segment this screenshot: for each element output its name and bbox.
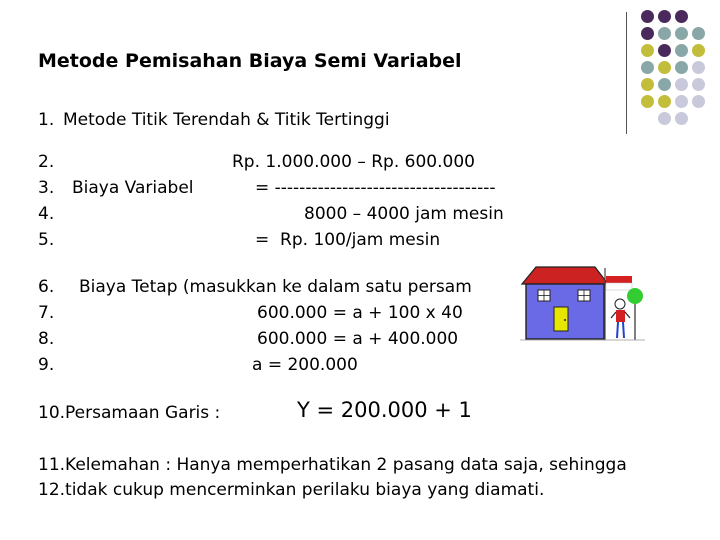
dot [692,78,705,91]
dot [641,44,654,57]
line-9-number: 9. [38,355,55,375]
line-7-number: 7. [38,303,55,323]
dot [692,95,705,108]
dot [675,78,688,91]
dot [658,27,671,40]
dot [658,95,671,108]
dot [692,27,705,40]
dot [641,10,654,23]
line-5-text: = Rp. 100/jam mesin [255,230,441,250]
dot [692,61,705,74]
dot [675,61,688,74]
line-10-label: 10.Persamaan Garis : [38,403,221,423]
line-9-text: a = 200.000 [252,355,358,375]
line-6-number: 6. [38,277,55,297]
line-1-number: 1. [38,110,55,130]
line-3-text: = ------------------------------------ [255,178,496,198]
line-4-number: 4. [38,204,55,224]
slide-title: Metode Pemisahan Biaya Semi Variabel [38,50,462,72]
dot [675,95,688,108]
line-1-text: Metode Titik Terendah & Titik Tertinggi [63,110,390,130]
line-11-text: 11.Kelemahan : Hanya memperhatikan 2 pasang data saja, sehingga [38,455,627,475]
dot [658,78,671,91]
line-4-text: 8000 – 4000 jam mesin [304,204,504,224]
dot [675,27,688,40]
dot [658,112,671,125]
dot [675,10,688,23]
dot [641,78,654,91]
dot [641,27,654,40]
line-6-text: Biaya Tetap (masukkan ke dalam satu persam [79,277,472,297]
line-3-number: 3. [38,178,55,198]
line-2-text: Rp. 1.000.000 – Rp. 600.000 [232,152,475,172]
line-8-text: 600.000 = a + 400.000 [257,329,459,349]
dot [692,44,705,57]
dot [641,95,654,108]
line-3-label: Biaya Variabel [72,178,194,198]
dot [658,10,671,23]
line-8-number: 8. [38,329,55,349]
dot [641,61,654,74]
dot [675,112,688,125]
house-with-child-icon [520,262,645,342]
line-10-equation: Y = 200.000 + 1 [297,398,472,422]
dot [658,61,671,74]
line-5-number: 5. [38,230,55,250]
divider-line [626,12,627,134]
dot [675,44,688,57]
line-7-text: 600.000 = a + 100 x 40 [257,303,463,323]
line-12-text: 12.tidak cukup mencerminkan perilaku biaya yang diamati. [38,480,545,500]
line-2-number: 2. [38,152,55,172]
dot [658,44,671,57]
